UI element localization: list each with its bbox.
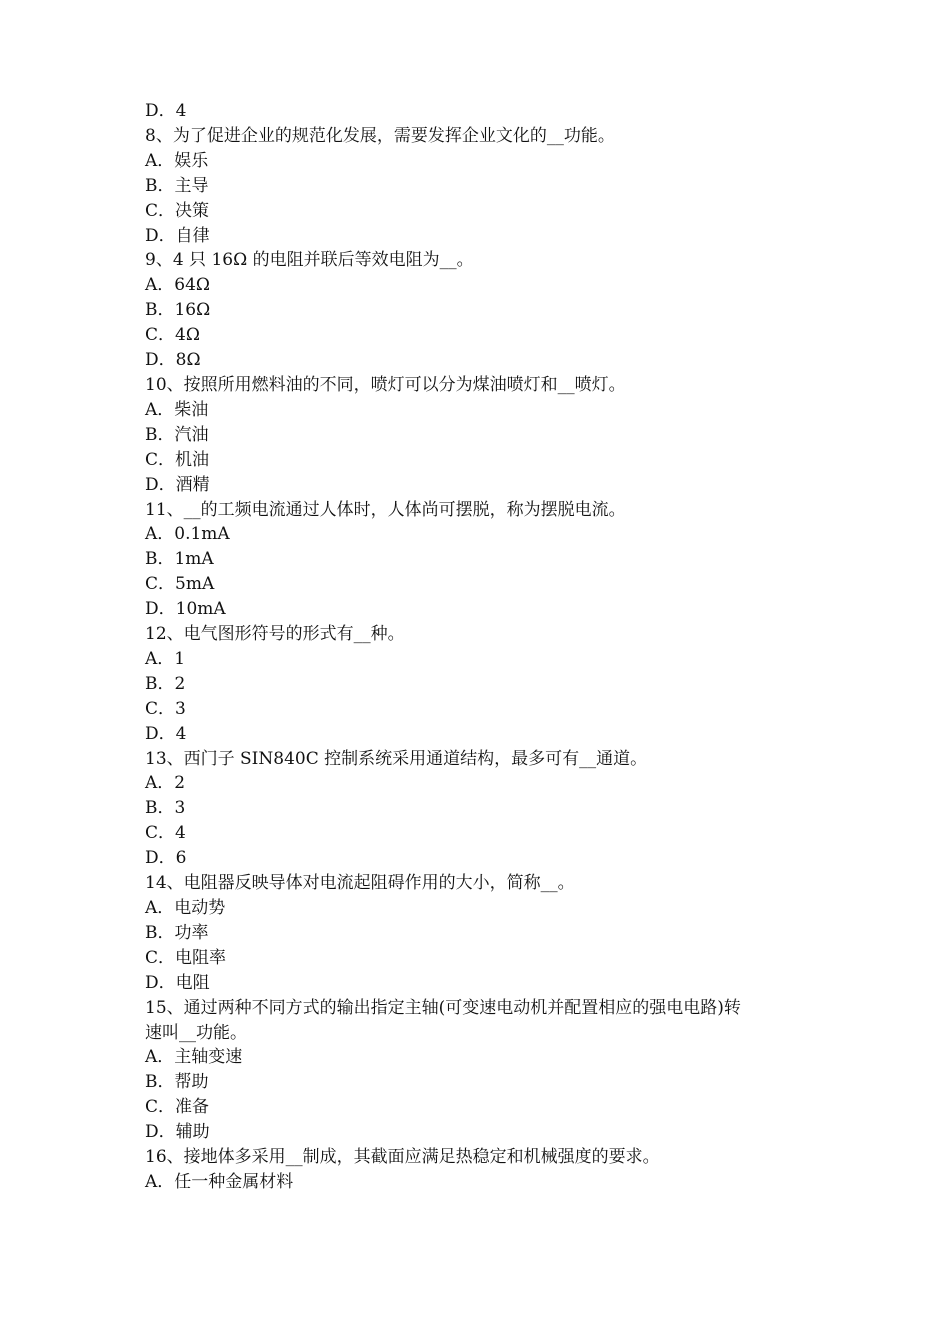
option-line: B．功率 xyxy=(145,922,209,943)
option-line: A．1 xyxy=(145,648,186,669)
question-line: 11、__的工频电流通过人体时，人体尚可摆脱，称为摆脱电流。 xyxy=(145,499,626,520)
option-line: A．电动势 xyxy=(145,898,226,918)
option-line: A．0.1mA xyxy=(145,524,230,545)
question-line: 16、接地体多采用__制成，其截面应满足热稳定和机械强度的要求。 xyxy=(145,1147,660,1168)
option-line: D．电阻 xyxy=(145,972,210,993)
option-line: C．机油 xyxy=(145,449,210,470)
question-line-continued: 速叫__功能。 xyxy=(145,1022,247,1043)
option-line: C．电阻率 xyxy=(145,947,227,968)
document-body xyxy=(145,99,825,1195)
option-line: A．2 xyxy=(145,773,186,794)
option-line: C．4 xyxy=(145,823,186,844)
option-line: D．酒精 xyxy=(145,474,210,495)
option-line: D．8Ω xyxy=(145,350,201,371)
option-line: C．4Ω xyxy=(145,325,200,346)
question-line: 15、通过两种不同方式的输出指定主轴(可变速电动机并配置相应的强电电路)转 xyxy=(145,997,741,1018)
option-line: D．自律 xyxy=(145,225,210,246)
option-line: A．主轴变速 xyxy=(145,1047,243,1068)
option-line: D．4 xyxy=(145,101,187,121)
option-line: A．任一种金属材料 xyxy=(145,1171,294,1192)
option-line: B．帮助 xyxy=(145,1072,209,1093)
question-line: 10、按照所用燃料油的不同，喷灯可以分为煤油喷灯和__喷灯。 xyxy=(145,374,626,395)
option-line: A．64Ω xyxy=(145,275,211,296)
option-line: B．2 xyxy=(145,673,186,694)
question-line: 9、4 只 16Ω 的电阻并联后等效电阻为__。 xyxy=(145,250,474,271)
question-line: 13、西门子 SIN840C 控制系统采用通道结构，最多可有__通道。 xyxy=(145,748,648,769)
option-line: D．6 xyxy=(145,848,187,869)
option-line: D．10mA xyxy=(145,599,226,620)
option-line: C．准备 xyxy=(145,1097,210,1118)
option-line: D．4 xyxy=(145,723,187,744)
question-line: 12、电气图形符号的形式有__种。 xyxy=(145,624,405,645)
question-line: 8、为了促进企业的规范化发展，需要发挥企业文化的__功能。 xyxy=(145,125,615,146)
option-line: A．娱乐 xyxy=(145,150,209,171)
option-line: C．5mA xyxy=(145,574,215,595)
question-line: 14、电阻器反映导体对电流起阻碍作用的大小，简称__。 xyxy=(145,873,575,894)
option-line: B．3 xyxy=(145,798,186,819)
option-line: A．柴油 xyxy=(145,399,209,420)
option-line: B．1mA xyxy=(145,549,214,570)
option-line: B．汽油 xyxy=(145,424,209,445)
option-line: B．主导 xyxy=(145,175,209,196)
option-line: C．3 xyxy=(145,698,186,719)
option-line: D．辅助 xyxy=(145,1122,210,1143)
option-line: B．16Ω xyxy=(145,300,211,321)
option-line: C．决策 xyxy=(145,200,210,221)
